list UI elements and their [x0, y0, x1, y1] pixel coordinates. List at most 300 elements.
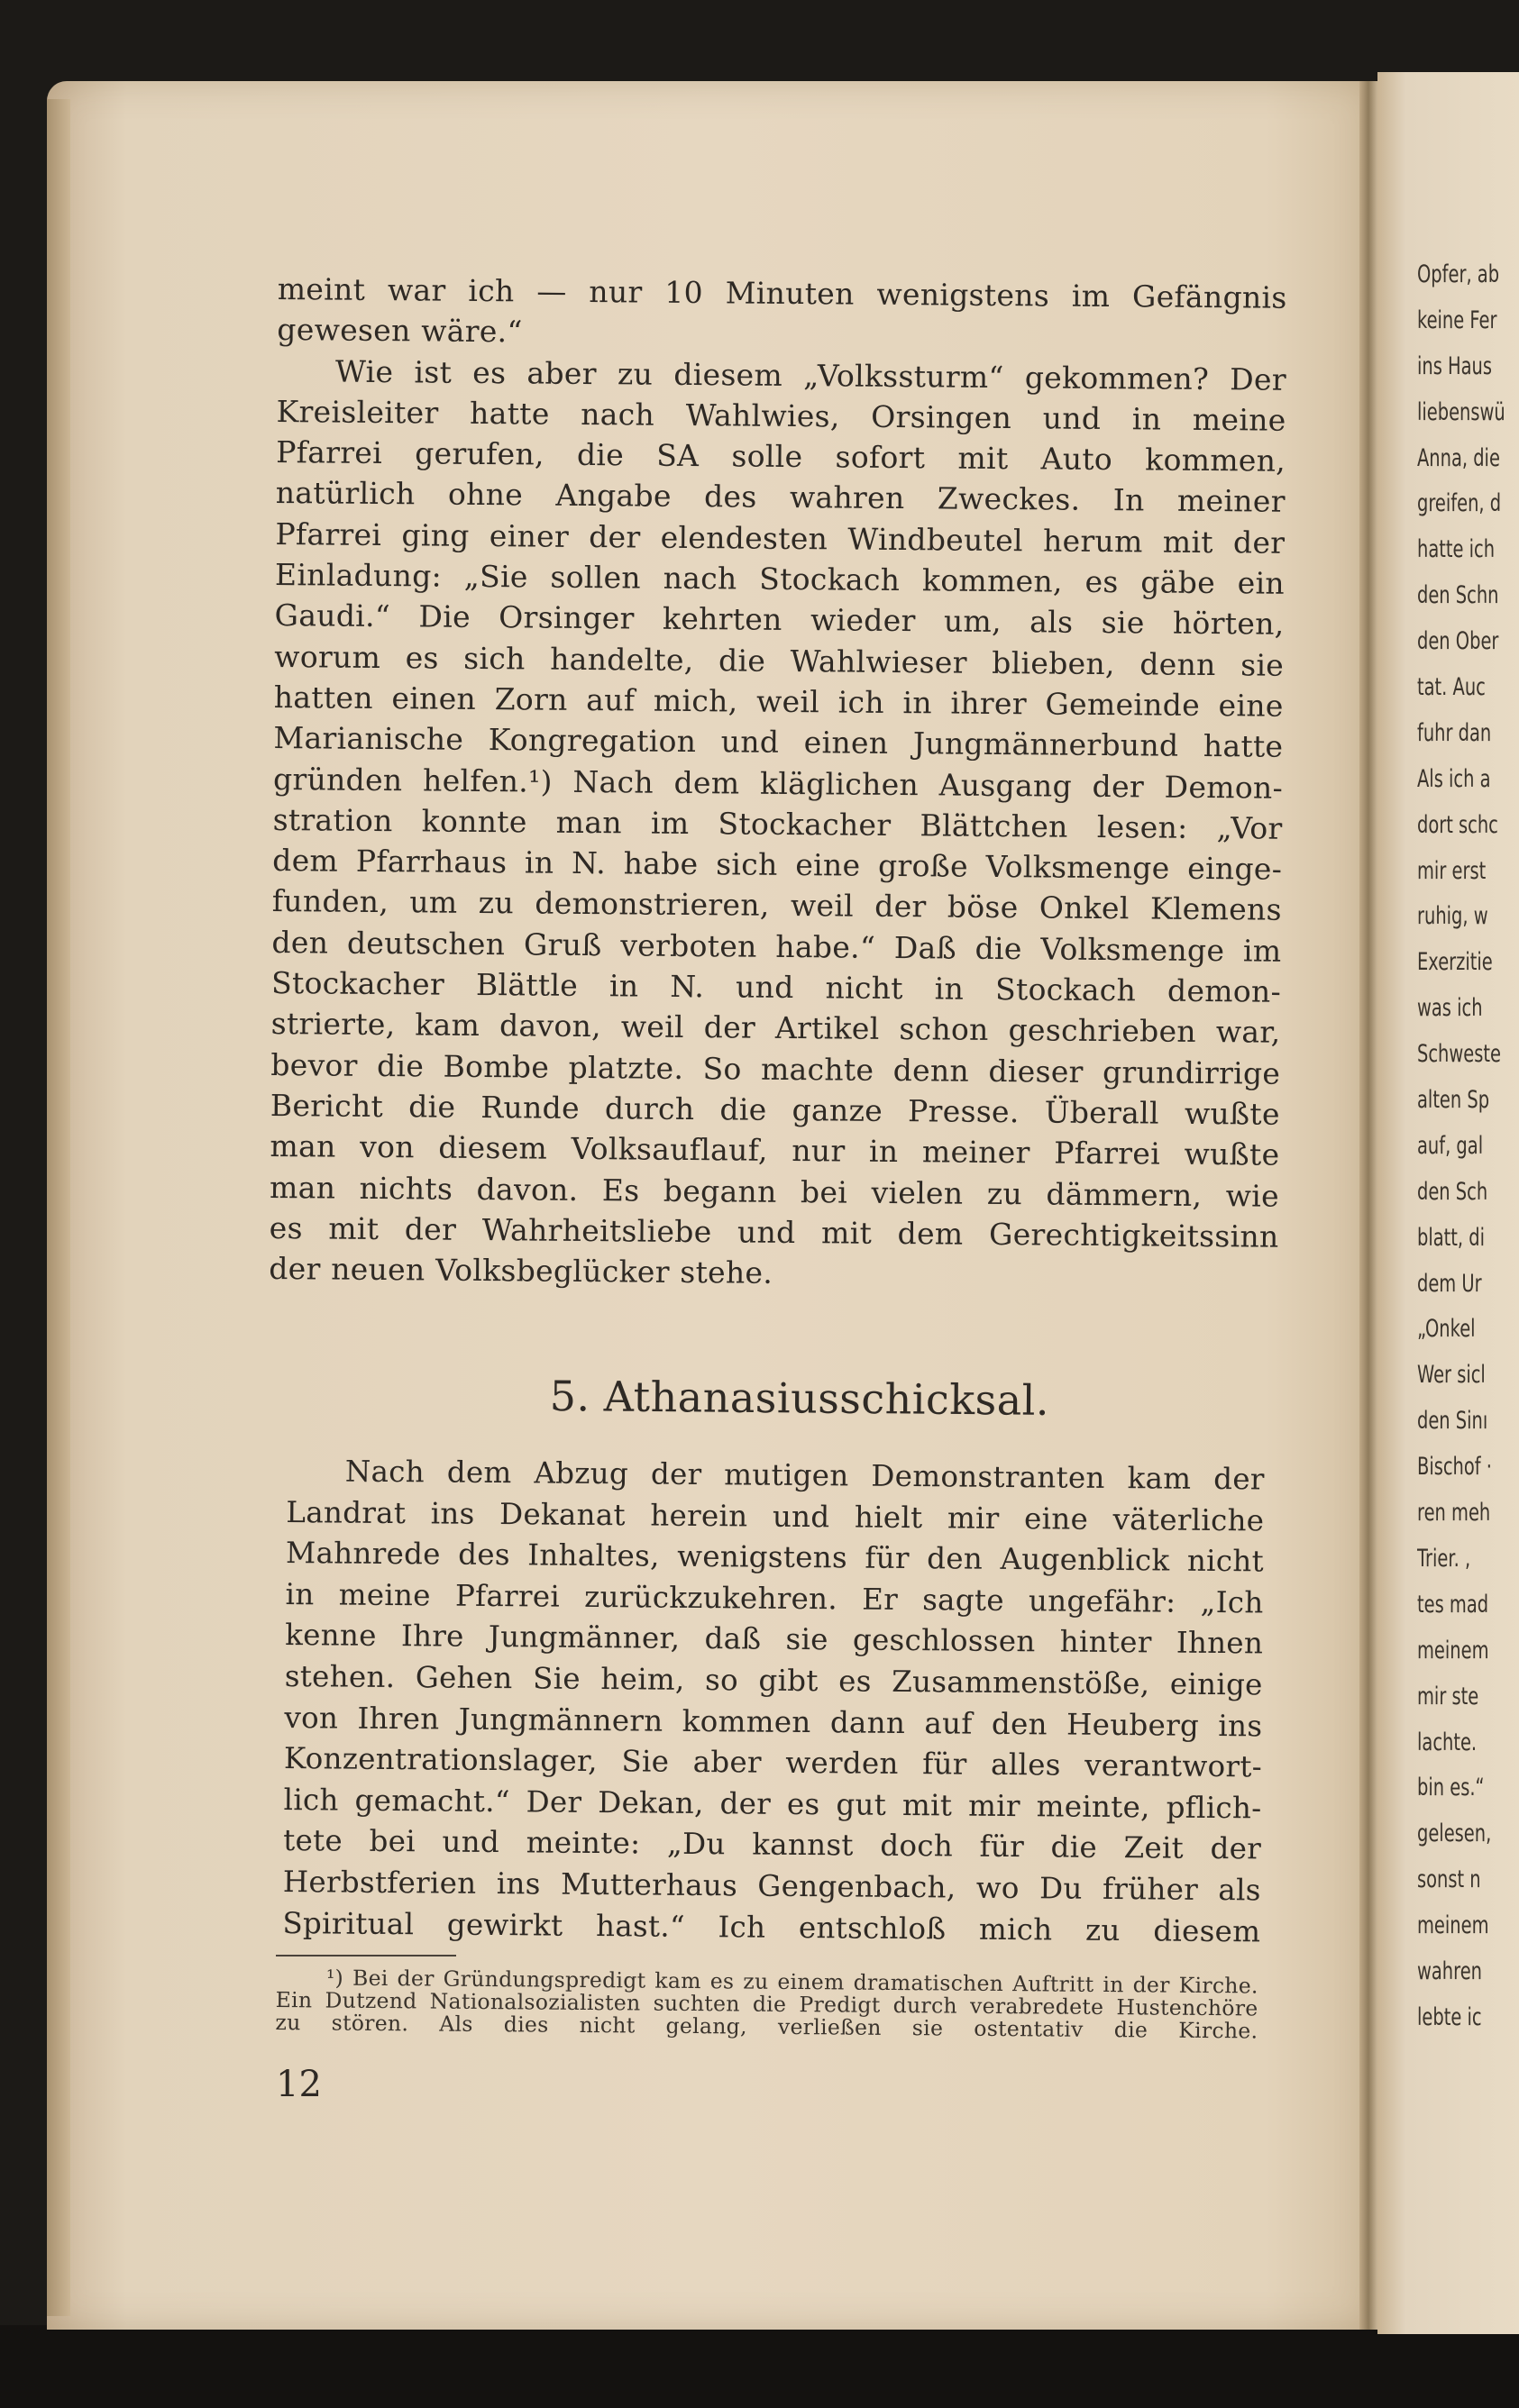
- word: Zweckes.: [937, 480, 1081, 518]
- word: kam: [1127, 1461, 1192, 1496]
- word: und: [442, 1824, 500, 1860]
- facing-page-line: mir ste: [1417, 1682, 1479, 1710]
- word: kam: [654, 1967, 701, 1994]
- facing-page-line: auf, gal: [1417, 1131, 1484, 1160]
- word: es: [405, 639, 439, 676]
- word: nichts: [359, 1170, 453, 1207]
- word: vielen: [871, 1174, 964, 1211]
- word: helfen.¹): [422, 762, 553, 799]
- word: des: [458, 1537, 510, 1573]
- word: der: [397, 1966, 435, 1992]
- word: der: [650, 1456, 702, 1492]
- word: Volksmenge: [1040, 931, 1225, 968]
- word: Gruß: [523, 926, 602, 962]
- word: Wie: [334, 353, 394, 389]
- word: Stockacher: [270, 965, 445, 1002]
- word: werden: [785, 1745, 899, 1782]
- word: herein: [650, 1498, 748, 1534]
- word: Überall: [1044, 1094, 1160, 1131]
- word: Kongregation: [488, 722, 697, 760]
- word: Blättchen: [920, 807, 1068, 844]
- word: 10: [664, 274, 704, 311]
- word: habe.“: [775, 928, 876, 965]
- facing-page-text: [1417, 252, 1519, 2041]
- word: gut: [836, 1787, 887, 1822]
- word: Sie: [532, 1661, 581, 1696]
- word: Gründungspredigt: [443, 1966, 646, 1993]
- word: einige: [1169, 1666, 1263, 1702]
- word: dem: [897, 1215, 964, 1252]
- word: mir: [967, 1788, 1020, 1823]
- word: Sie: [621, 1744, 670, 1779]
- word: Auto: [1040, 441, 1113, 478]
- word: für: [979, 1829, 1025, 1865]
- facing-page-line: greifen, d: [1417, 489, 1502, 518]
- word: auf: [586, 681, 636, 718]
- word: und: [735, 969, 794, 1006]
- word: in: [1103, 1972, 1124, 1998]
- word: nicht: [579, 2011, 636, 2039]
- word: kommen: [682, 1703, 811, 1739]
- word: Du: [1039, 1871, 1083, 1906]
- word: und: [720, 724, 780, 761]
- word: ich: [468, 272, 515, 309]
- word: es: [709, 1968, 735, 1994]
- word: schon: [899, 1011, 989, 1048]
- word: zu: [986, 1175, 1023, 1211]
- word: dies: [503, 2011, 549, 2038]
- word: pflich-: [1166, 1790, 1262, 1826]
- word: Nationalsozialisten: [429, 1988, 641, 2016]
- word: war: [387, 272, 446, 308]
- word: mit: [820, 1215, 873, 1251]
- word: ist: [414, 353, 453, 390]
- word: in: [1131, 401, 1162, 437]
- footnote-rule: [276, 1955, 456, 1957]
- word: Hustenchöre: [1116, 1994, 1258, 2021]
- word: doch: [880, 1829, 954, 1864]
- word: Gengenbach,: [757, 1868, 956, 1905]
- word: väterliche: [1112, 1501, 1265, 1538]
- word: Daß: [893, 929, 957, 966]
- word: ohne: [447, 477, 524, 513]
- word: es: [838, 1664, 872, 1699]
- text-line: [282, 1903, 1260, 1953]
- word: kannst: [752, 1827, 854, 1863]
- word: stration: [272, 801, 393, 838]
- word: Ihren: [357, 1701, 440, 1737]
- word: Ihre: [400, 1619, 464, 1655]
- word: meiner: [1176, 483, 1286, 520]
- word: man: [269, 1169, 336, 1206]
- word: verließen: [777, 2013, 882, 2040]
- word: dramatischen: [853, 1969, 1004, 1997]
- facing-page-line: fuhr dan: [1417, 718, 1492, 747]
- word: aber: [692, 1745, 763, 1780]
- word: natürlich: [275, 475, 416, 512]
- word: in: [285, 1576, 315, 1612]
- word: gewesen: [277, 312, 411, 349]
- word: davon.: [476, 1171, 579, 1208]
- word: Gerechtigkeitssinn: [988, 1216, 1279, 1254]
- word: Stockach: [994, 971, 1137, 1008]
- word: einer: [489, 517, 570, 554]
- word: Landrat: [286, 1494, 407, 1530]
- word: „Volkssturm“: [803, 357, 1004, 395]
- word: diesem: [438, 1129, 548, 1166]
- word: Er: [862, 1582, 899, 1617]
- word: Volksauflauf,: [571, 1131, 768, 1169]
- word: Gaudi.“: [274, 597, 391, 634]
- word: gelang,: [665, 2012, 747, 2039]
- word: sie: [1240, 647, 1285, 683]
- word: meine: [1192, 401, 1286, 438]
- word: Windbeutel: [847, 521, 1024, 559]
- section-text: [282, 1451, 1265, 1953]
- word: sollen: [550, 559, 642, 596]
- word: wieder: [810, 602, 916, 639]
- word: weil: [790, 888, 855, 925]
- book-gutter: [1359, 81, 1377, 2330]
- word: Pfarrei: [1054, 1135, 1161, 1172]
- word: von: [359, 1129, 415, 1165]
- word: als: [1029, 604, 1074, 641]
- word: meint: [277, 270, 366, 307]
- word: gründen: [272, 761, 403, 798]
- word: diesem: [1153, 1912, 1261, 1948]
- word: entschloß: [798, 1910, 947, 1946]
- word: der: [719, 1785, 772, 1821]
- facing-page-line: liebenswü: [1417, 397, 1505, 426]
- word: Presse.: [907, 1093, 1020, 1130]
- word: stehen.: [284, 1658, 396, 1695]
- facing-page-line: mir erst: [1417, 856, 1487, 885]
- word: aber: [526, 355, 597, 391]
- word: von: [284, 1700, 339, 1736]
- word: Zeit: [1123, 1830, 1185, 1866]
- word: des: [703, 479, 757, 515]
- word: sie: [911, 2015, 944, 2041]
- facing-page-line: meinem: [1417, 1636, 1489, 1665]
- word: so: [704, 1663, 739, 1698]
- word: meiner: [921, 1134, 1030, 1171]
- word: nur: [589, 274, 643, 310]
- word: dann: [829, 1704, 906, 1740]
- word: weil: [620, 1008, 685, 1045]
- word: Nach: [344, 1454, 426, 1490]
- word: den: [271, 924, 329, 961]
- word: worum: [274, 638, 381, 675]
- word: habe: [623, 845, 699, 882]
- word: daß: [704, 1621, 762, 1656]
- word: große: [877, 847, 969, 884]
- word: gibt: [758, 1663, 819, 1699]
- word: hatte: [469, 395, 550, 432]
- word: bei: [800, 1173, 848, 1210]
- page-number: 12: [276, 2064, 322, 2105]
- word: Mutterhaus: [560, 1866, 738, 1903]
- word: Pfarrhaus: [355, 843, 508, 880]
- word: Klemens: [1149, 890, 1282, 928]
- word: funden,: [271, 883, 389, 920]
- word: Demon-: [1164, 769, 1284, 806]
- word: Pfarrei: [276, 434, 383, 471]
- word: früher: [1102, 1871, 1199, 1907]
- facing-page-line: hatte ich: [1417, 535, 1496, 564]
- word: Predigt: [799, 1992, 881, 2018]
- word: ich: [837, 684, 885, 720]
- word: Artikel: [774, 1010, 880, 1047]
- word: Der: [526, 1784, 582, 1820]
- word: mit: [901, 1787, 953, 1823]
- word: auf: [924, 1705, 973, 1741]
- word: es: [472, 354, 507, 390]
- word: eine: [1218, 688, 1284, 724]
- facing-page-line: Anna, die: [1417, 443, 1500, 472]
- word: kehrten: [662, 601, 782, 638]
- word: zu: [617, 355, 654, 392]
- word: der: [703, 1009, 756, 1046]
- word: sie: [785, 1622, 828, 1657]
- word: dem: [673, 764, 740, 801]
- facing-page-line: dem Ur: [1417, 1269, 1482, 1298]
- word: Dekan,: [598, 1784, 704, 1820]
- backdrop: [0, 2325, 1519, 2408]
- word: denn: [892, 1052, 970, 1089]
- word: N.: [670, 968, 705, 1005]
- word: alles: [990, 1747, 1061, 1783]
- word: einge-: [1187, 850, 1283, 887]
- word: mich: [978, 1911, 1053, 1947]
- word: die: [718, 642, 766, 679]
- word: hielt: [854, 1500, 923, 1535]
- word: kenne: [285, 1618, 377, 1654]
- word: ¹): [325, 1965, 344, 1991]
- word: die: [1113, 2017, 1148, 2043]
- word: Spiritual: [282, 1905, 415, 1941]
- section-heading: 5. Athanasiusschicksal.: [549, 1372, 1050, 1425]
- word: tete: [283, 1823, 343, 1858]
- word: Herbstferien: [282, 1864, 477, 1901]
- page-edge: [47, 99, 70, 2316]
- word: Es: [601, 1172, 640, 1209]
- word: Bombe: [443, 1048, 550, 1085]
- word: So: [702, 1050, 742, 1087]
- word: hinter: [1059, 1624, 1152, 1660]
- text-line: [283, 1780, 1261, 1829]
- word: nicht: [825, 970, 904, 1007]
- body-text: [269, 269, 1287, 1298]
- facing-page-line: lebte ic: [1417, 2002, 1482, 2031]
- facing-page-line: den Ober: [1417, 627, 1499, 656]
- word: ein: [1237, 565, 1286, 601]
- word: wäre.“: [421, 313, 523, 350]
- word: Runde: [480, 1089, 581, 1126]
- facing-page-line: Trier. ,: [1417, 1544, 1471, 1573]
- word: Volksmenge: [985, 849, 1170, 886]
- word: Stockach: [759, 561, 901, 598]
- word: Wahrheitsliebe: [481, 1211, 712, 1250]
- word: demon-: [1167, 972, 1282, 1009]
- word: mutigen: [724, 1457, 849, 1493]
- word: grundirrige: [1102, 1054, 1281, 1091]
- word: man: [555, 804, 623, 841]
- word: meinte,: [1036, 1789, 1150, 1825]
- word: geschlossen: [852, 1622, 1036, 1659]
- word: den: [927, 1541, 984, 1576]
- facing-page-line: tat. Auc: [1417, 673, 1486, 702]
- facing-page-line: Schweste: [1417, 1040, 1501, 1069]
- word: Die: [418, 598, 471, 635]
- facing-page-line: tes mad: [1417, 1590, 1489, 1619]
- word: „Ich: [1200, 1584, 1264, 1620]
- word: Als: [439, 2011, 473, 2037]
- word: sich: [716, 846, 778, 883]
- word: Orsinger: [499, 599, 635, 636]
- word: Zorn: [494, 681, 568, 717]
- word: die: [975, 930, 1022, 966]
- word: Minuten: [725, 275, 855, 312]
- word: in: [524, 844, 554, 880]
- word: Volksbeglücker: [435, 1252, 670, 1290]
- word: es: [786, 1786, 820, 1821]
- word: mit: [957, 440, 1009, 477]
- word: nicht: [1186, 1543, 1265, 1579]
- word: die: [752, 1991, 787, 2017]
- word: kommen,: [1145, 442, 1286, 479]
- facing-page-line: den Sch: [1417, 1177, 1488, 1206]
- word: der: [589, 518, 641, 555]
- word: Gefängnis: [1131, 278, 1287, 315]
- word: wenigstens: [876, 276, 1050, 314]
- word: heim,: [600, 1662, 685, 1697]
- word: ins: [430, 1495, 475, 1531]
- word: Stockacher: [718, 806, 892, 843]
- word: lich: [283, 1782, 339, 1818]
- facing-page-line: was ich: [1417, 994, 1483, 1023]
- word: im: [650, 805, 690, 841]
- facing-page-line: meinem: [1417, 1911, 1489, 1940]
- word: und: [737, 1214, 796, 1250]
- word: Dutzend: [325, 1987, 417, 2014]
- word: ungefähr:: [1028, 1583, 1176, 1619]
- word: Orsingen: [871, 398, 1012, 436]
- word: ging: [401, 516, 470, 553]
- word: zu: [1084, 1912, 1121, 1947]
- word: Einladung:: [274, 557, 443, 594]
- word: um,: [943, 603, 1002, 640]
- facing-page-line: Bischof ·: [1417, 1453, 1492, 1482]
- word: wo: [975, 1870, 1020, 1906]
- word: Demonstranten: [871, 1458, 1105, 1495]
- word: dämmern,: [1046, 1176, 1203, 1213]
- word: Mahnrede: [285, 1536, 441, 1572]
- word: die: [719, 1091, 767, 1127]
- word: zu: [478, 885, 515, 921]
- word: einem: [777, 1968, 845, 1995]
- word: um: [409, 884, 458, 921]
- word: davon,: [499, 1008, 602, 1044]
- word: der: [1132, 1972, 1170, 1998]
- word: geschrieben: [1008, 1012, 1197, 1050]
- text-line: [283, 1862, 1261, 1911]
- facing-page-line: wahren: [1417, 1957, 1482, 1985]
- word: Gemeinde: [1045, 686, 1201, 723]
- word: lesen:: [1096, 808, 1188, 845]
- word: Heuberg: [1066, 1707, 1200, 1743]
- word: als: [1218, 1872, 1261, 1908]
- word: Jungmännern: [458, 1701, 663, 1738]
- word: Bei: [352, 1965, 389, 1992]
- word: sofort: [835, 439, 926, 476]
- word: strierte,: [270, 1006, 396, 1043]
- word: der: [269, 1251, 321, 1287]
- word: Abzug: [534, 1455, 629, 1491]
- word: wie: [1225, 1177, 1280, 1214]
- word: einen: [803, 725, 889, 762]
- word: der: [1210, 1831, 1262, 1866]
- word: Blättle: [475, 966, 579, 1003]
- word: der: [1213, 1461, 1265, 1497]
- word: mit: [328, 1210, 380, 1246]
- word: Bericht: [270, 1087, 384, 1124]
- word: dieser: [988, 1053, 1084, 1090]
- word: die: [576, 437, 625, 473]
- word: Angabe: [555, 478, 672, 515]
- word: Gehen: [415, 1660, 513, 1696]
- word: neuen: [331, 1251, 426, 1288]
- facing-page-line: Als ich a: [1417, 764, 1491, 793]
- word: es: [269, 1209, 303, 1246]
- word: Ausgang: [938, 766, 1073, 804]
- word: Auftritt: [1012, 1971, 1094, 1997]
- word: ganze: [792, 1091, 883, 1128]
- word: Pfarrei: [275, 515, 382, 552]
- word: in: [868, 1133, 899, 1170]
- word: und: [1042, 400, 1102, 436]
- word: Konzentrationslager,: [283, 1741, 599, 1779]
- word: den: [991, 1706, 1048, 1741]
- word: war,: [1215, 1014, 1281, 1051]
- word: Pfarrei: [454, 1578, 561, 1614]
- word: ins: [1218, 1708, 1263, 1744]
- facing-page-line: Opfer, ab: [1417, 260, 1500, 288]
- word: wußte: [1184, 1095, 1280, 1132]
- word: einen: [391, 680, 477, 716]
- word: die: [1050, 1829, 1098, 1865]
- word: N.: [571, 845, 607, 881]
- word: Zusammenstöße,: [892, 1664, 1150, 1701]
- facing-page-line: dort schc: [1417, 810, 1498, 839]
- word: mir: [947, 1500, 1000, 1536]
- word: sie: [1101, 605, 1145, 641]
- word: in: [902, 685, 933, 721]
- word: der: [874, 889, 927, 925]
- word: böse: [947, 889, 1019, 926]
- facing-page-line: keine Fer: [1417, 306, 1497, 334]
- word: Onkel: [1039, 889, 1130, 926]
- word: dem: [446, 1455, 512, 1491]
- word: hörten,: [1172, 606, 1285, 643]
- word: gäbe: [1140, 564, 1216, 601]
- word: sagte: [922, 1582, 1004, 1618]
- word: dem: [272, 843, 339, 879]
- word: Wahlwies,: [685, 397, 840, 434]
- facing-page-line: lachte.: [1417, 1728, 1478, 1756]
- word: Inhaltes,: [527, 1537, 660, 1573]
- facing-page-line: ruhig, w: [1417, 902, 1488, 931]
- footnote: [275, 1966, 1258, 2043]
